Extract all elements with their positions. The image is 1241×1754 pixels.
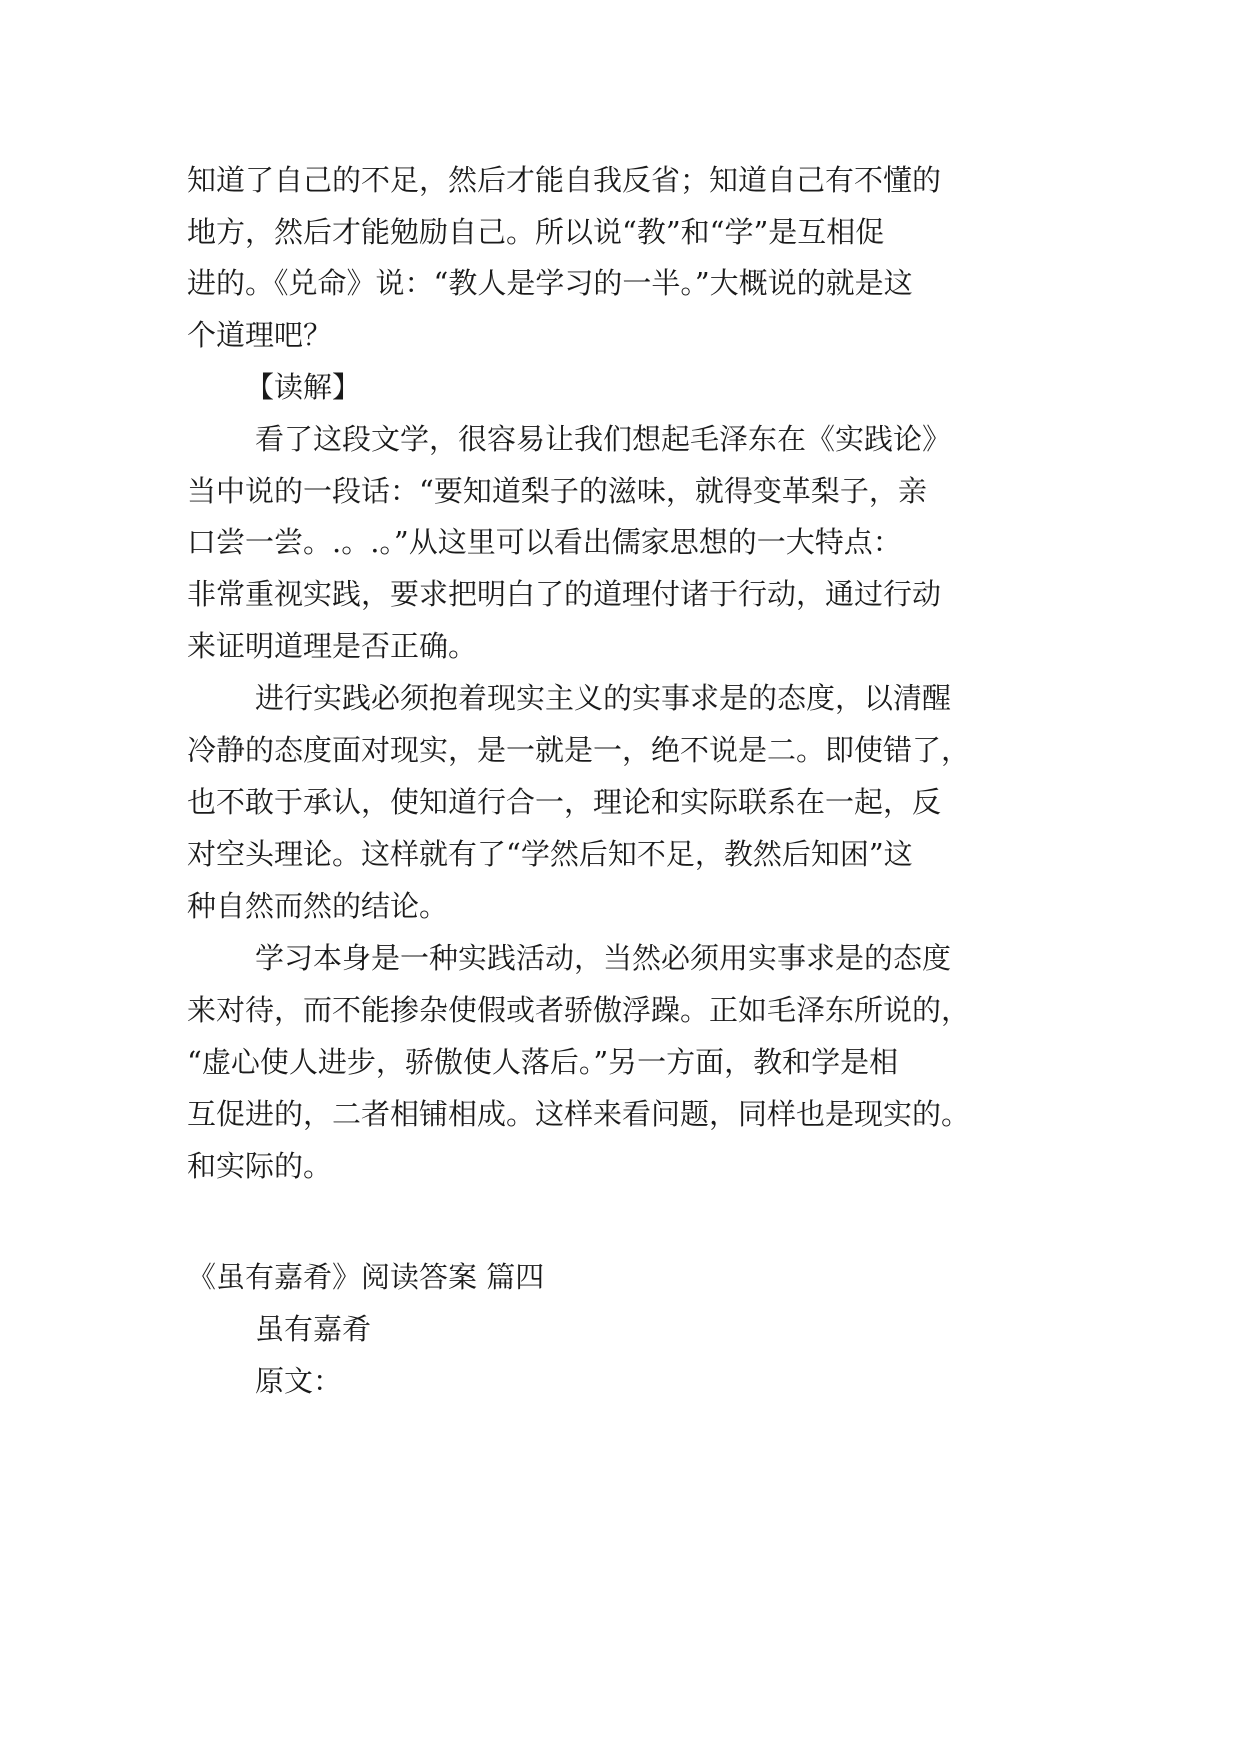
section-heading: 【读解】 xyxy=(245,370,362,404)
text-line: 学习本身是一种实践活动，当然必须用实事求是的态度 xyxy=(255,941,952,975)
article-title: 《虽有嘉肴》阅读答案 篇四 xyxy=(187,1260,545,1294)
poem-title: 虽有嘉肴 xyxy=(255,1312,372,1346)
text-line: 知道了自己的不足，然后才能自我反省；知道自己有不懂的 xyxy=(187,163,942,197)
text-line: 来证明道理是否正确。 xyxy=(187,629,478,663)
text-line: 对空头理论。这样就有了“学然后知不足，教然后知困”这 xyxy=(187,837,913,871)
text-line: 进行实践必须抱着现实主义的实事求是的态度，以清醒 xyxy=(255,681,952,715)
text-line: 个道理吧？ xyxy=(187,318,333,352)
text-line: 互促进的，二者相铺相成。这样来看问题，同样也是现实的。 xyxy=(187,1097,971,1131)
original-text-label: 原文： xyxy=(255,1364,343,1398)
text-line: 进的。《兑命》说：“教人是学习的一半。”大概说的就是这 xyxy=(187,266,913,300)
text-line: 非常重视实践，要求把明白了的道理付诸于行动，通过行动 xyxy=(187,577,942,611)
text-line: 来对待，而不能掺杂使假或者骄傲浮躁。正如毛泽东所说的， xyxy=(187,993,971,1027)
text-line: 地方，然后才能勉励自己。所以说“教”和“学”是互相促 xyxy=(187,215,885,249)
text-line: 看了这段文学，很容易让我们想起毛泽东在《实践论》 xyxy=(255,422,952,456)
text-line: “虚心使人进步，骄傲使人落后。”另一方面，教和学是相 xyxy=(187,1045,899,1079)
text-line: 和实际的。 xyxy=(187,1149,333,1183)
text-line: 也不敢于承认，使知道行合一，理论和实际联系在一起，反 xyxy=(187,785,942,819)
text-line: 当中说的一段话：“要知道梨子的滋味，就得变革梨子，亲 xyxy=(187,474,927,508)
text-line: 口尝一尝。.。.。”从这里可以看出儒家思想的一大特点： xyxy=(187,525,902,559)
text-line: 种自然而然的结论。 xyxy=(187,889,449,923)
text-line: 冷静的态度面对现实，是一就是一，绝不说是二。即使错了， xyxy=(187,733,971,767)
